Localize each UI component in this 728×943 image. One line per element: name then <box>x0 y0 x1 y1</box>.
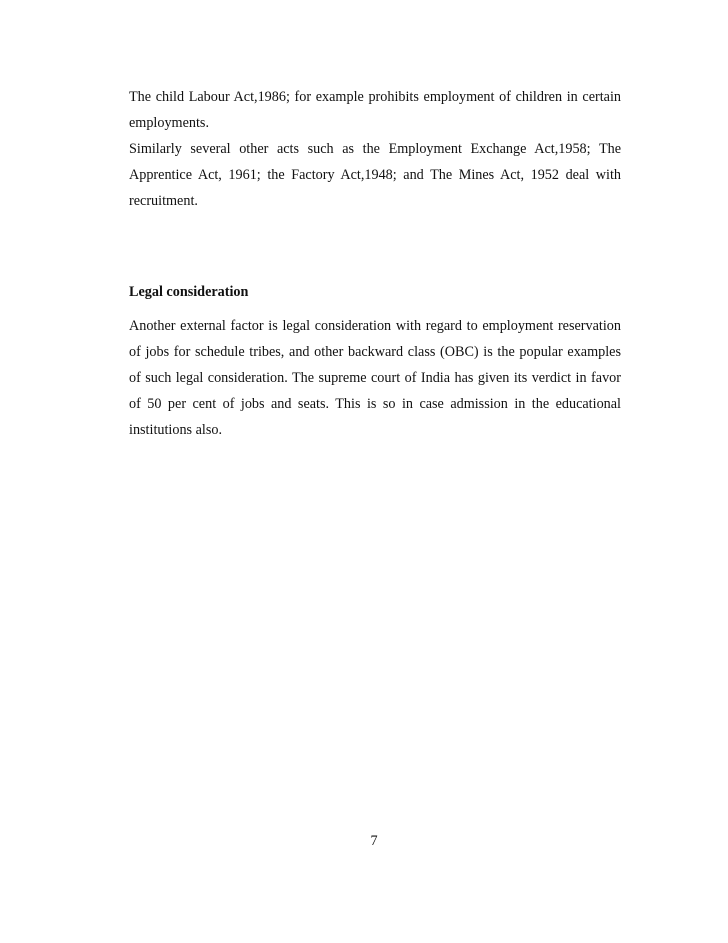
page-number: 7 <box>370 833 378 849</box>
legal-consideration-text <box>129 313 621 443</box>
paragraph-child-labour-act: The child Labour Act,1986; for example prohibits employment of children in certain employments. <box>129 89 621 131</box>
paragraph-other-acts: Similarly several other acts such as the Employment Exchange Act,1958; The Apprentice Act, 1961; the Factory Act,1948; and The Mines Act, 1952 deal with recruitment. <box>129 141 621 209</box>
section-heading-legal-consideration: Legal consideration <box>129 284 249 300</box>
intro-text <box>129 84 621 214</box>
paragraph-legal-consideration: Another external factor is legal consideration with regard to employment reservation of jobs for schedule tribes, and other backward class (OBC) is the popular examples of such legal consideration. The supreme court of India has given its verdict in favor of 50 per cent of jobs and seats. This is so in case admission in the educational institutions also. <box>129 318 621 438</box>
